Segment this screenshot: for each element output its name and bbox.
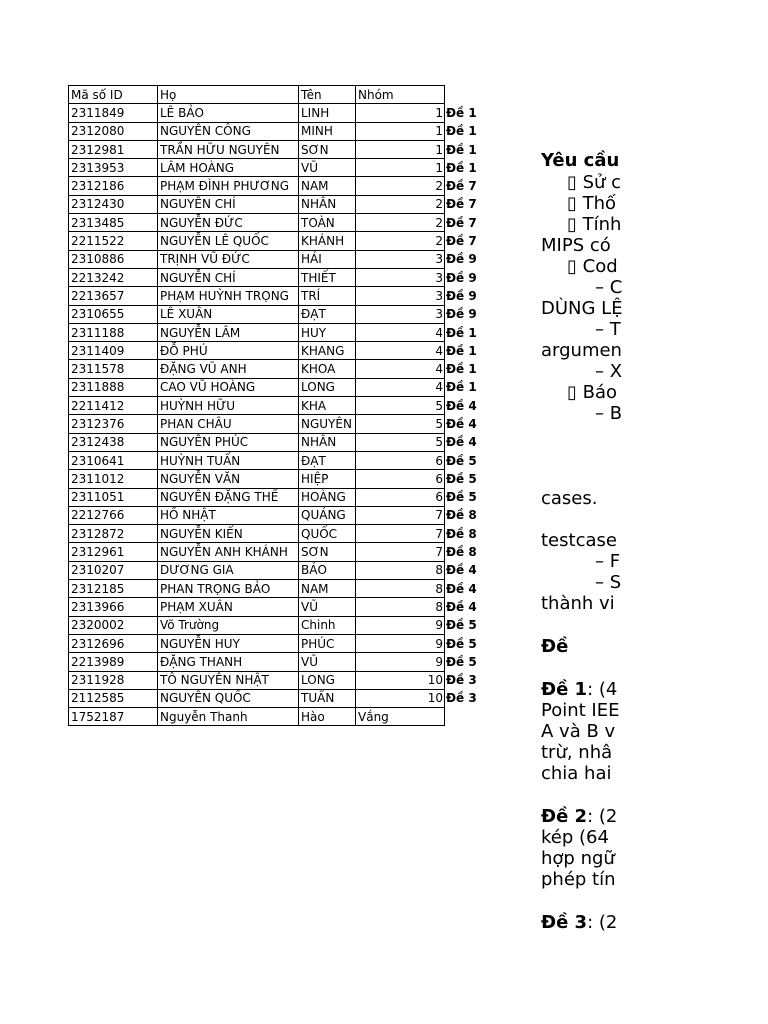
table-row (69, 689, 480, 707)
topic-cell: Đề 5 (446, 453, 477, 468)
first-name-cell: KHA (299, 397, 356, 415)
table-row (69, 397, 480, 415)
doc-line: – S (595, 572, 622, 593)
last-name-cell: HUỲNH TUẤN (158, 451, 299, 469)
student-id-cell: 1752187 (69, 708, 158, 726)
group-cell: 9 (356, 634, 445, 652)
table-row (69, 287, 480, 305)
first-name-cell: HIỆP (299, 470, 356, 488)
column-header: Tên (299, 86, 356, 104)
column-header: Mã số ID (69, 86, 158, 104)
topic-cell: Đề 9 (446, 307, 477, 322)
group-cell: Vắng (356, 708, 445, 726)
first-name-cell: MINH (299, 122, 356, 140)
last-name-cell: LÂM HOÀNG (158, 159, 299, 177)
requirements-text-column (541, 150, 627, 950)
student-id-cell: 2311888 (69, 378, 158, 396)
group-cell: 7 (356, 525, 445, 543)
group-cell: 3 (356, 305, 445, 323)
topic-cell: Đề 9 (446, 252, 477, 267)
table-row (69, 305, 480, 323)
table-row (69, 195, 480, 213)
last-name-cell: TÔ NGUYỄN NHẬT (158, 671, 299, 689)
student-id-cell: 2311578 (69, 360, 158, 378)
table-row (69, 506, 480, 524)
first-name-cell: BẢO (299, 561, 356, 579)
group-cell: 2 (356, 232, 445, 250)
topic-cell: Đề 1 (446, 343, 477, 358)
topic-text: : (2 (587, 806, 618, 827)
group-cell: 1 (356, 140, 445, 158)
first-name-cell: KHOA (299, 360, 356, 378)
doc-line: A và B v (541, 721, 616, 742)
group-cell: 4 (356, 342, 445, 360)
table-row (69, 543, 480, 561)
last-name-cell: NGUYỄN CÔNG (158, 122, 299, 140)
student-id-cell: 2312185 (69, 580, 158, 598)
group-cell: 8 (356, 561, 445, 579)
last-name-cell: NGUYỄN QUỐC (158, 689, 299, 707)
table-row (69, 653, 480, 671)
doc-line: ▯ Tính (567, 214, 622, 235)
last-name-cell: NGUYỄN CHÍ (158, 268, 299, 286)
last-name-cell: TRẦN HỮU NGUYÊN (158, 140, 299, 158)
group-cell: 1 (356, 104, 445, 122)
group-cell: 3 (356, 287, 445, 305)
table-row (69, 598, 480, 616)
doc-line: – B (595, 403, 623, 424)
column-header: Họ (158, 86, 299, 104)
topic-cell: Đề 7 (446, 234, 477, 249)
table-row (69, 140, 480, 158)
student-id-cell: 2311188 (69, 323, 158, 341)
last-name-cell: PHẠM ĐÌNH PHƯƠNG (158, 177, 299, 195)
last-name-cell: ĐẶNG VŨ ANH (158, 360, 299, 378)
first-name-cell: SƠN (299, 140, 356, 158)
student-id-cell: 2312696 (69, 634, 158, 652)
student-id-cell: 2311012 (69, 470, 158, 488)
doc-line: chia hai (541, 763, 612, 784)
topic-text: : (4 (587, 679, 618, 700)
group-cell: 1 (356, 122, 445, 140)
doc-line: DÙNG LỆ (541, 298, 623, 319)
table-row (69, 671, 480, 689)
group-cell: 8 (356, 580, 445, 598)
group-cell: 4 (356, 378, 445, 396)
student-id-cell: 2312872 (69, 525, 158, 543)
doc-line: ▯ Thố (567, 193, 617, 214)
topic-cell: Đề 1 (446, 105, 477, 120)
first-name-cell: HOÀNG (299, 488, 356, 506)
first-name-cell: TRÍ (299, 287, 356, 305)
topic-cell: Đề 5 (446, 471, 477, 486)
topic-cell: Đề 8 (446, 526, 477, 541)
group-cell: 7 (356, 506, 445, 524)
table-row (69, 378, 480, 396)
doc-line: testcase (541, 530, 617, 551)
table-row (69, 580, 480, 598)
student-id-cell: 2320002 (69, 616, 158, 634)
last-name-cell: HUỲNH HỮU (158, 397, 299, 415)
doc-line: kép (64 (541, 827, 609, 848)
student-id-cell: 2112585 (69, 689, 158, 707)
last-name-cell: Võ Trường (158, 616, 299, 634)
group-cell: 4 (356, 323, 445, 341)
topic-cell: Đề 1 (446, 160, 477, 175)
topic-cell: Đề 1 (446, 124, 477, 139)
doc-line: ▯ Cod (567, 256, 618, 277)
last-name-cell: NGUYỄN VĂN (158, 470, 299, 488)
table-row (69, 232, 480, 250)
last-name-cell: NGUYỄN LÂM (158, 323, 299, 341)
student-id-cell: 2312961 (69, 543, 158, 561)
topic-heading: Đề 1 (541, 679, 588, 700)
first-name-cell: ĐẠT (299, 451, 356, 469)
doc-line: – F (595, 551, 621, 572)
group-cell: 10 (356, 671, 445, 689)
student-id-cell: 2310886 (69, 250, 158, 268)
first-name-cell: KHANG (299, 342, 356, 360)
student-id-cell: 2213657 (69, 287, 158, 305)
last-name-cell: TRỊNH VŨ ĐỨC (158, 250, 299, 268)
first-name-cell: Hào (299, 708, 356, 726)
last-name-cell: LÊ BẢO (158, 104, 299, 122)
last-name-cell: HỒ NHẬT (158, 506, 299, 524)
group-cell: 5 (356, 415, 445, 433)
topic-cell: Đề 3 (446, 691, 477, 706)
student-id-cell: 2310641 (69, 451, 158, 469)
last-name-cell: NGUYỄN PHÚC (158, 433, 299, 451)
first-name-cell: QUẢNG (299, 506, 356, 524)
group-cell: 5 (356, 433, 445, 451)
table-row (69, 122, 480, 140)
first-name-cell: PHÚC (299, 634, 356, 652)
doc-line: thành vi (541, 593, 615, 614)
topic-cell: Đề 5 (446, 490, 477, 505)
table-row (69, 433, 480, 451)
first-name-cell: NAM (299, 177, 356, 195)
topic-cell: Đề 4 (446, 435, 477, 450)
table-row (69, 616, 480, 634)
first-name-cell: SƠN (299, 543, 356, 561)
last-name-cell: NGUYỄN HUY (158, 634, 299, 652)
table-row (69, 415, 480, 433)
doc-line: trừ, nhâ (541, 742, 613, 763)
table-row (69, 708, 480, 726)
first-name-cell: Chinh (299, 616, 356, 634)
doc-line: – C (595, 277, 623, 298)
doc-line: cases. (541, 488, 598, 509)
first-name-cell: NAM (299, 580, 356, 598)
table-row (69, 177, 480, 195)
first-name-cell: TOÀN (299, 214, 356, 232)
student-id-cell: 2213989 (69, 653, 158, 671)
group-cell: 2 (356, 177, 445, 195)
first-name-cell: VŨ (299, 653, 356, 671)
student-id-cell: 2312981 (69, 140, 158, 158)
student-id-cell: 2311051 (69, 488, 158, 506)
student-id-cell: 2313485 (69, 214, 158, 232)
student-id-cell: 2211412 (69, 397, 158, 415)
topic-cell: Đề 1 (446, 142, 477, 157)
last-name-cell: NGUYỄN ĐẶNG THẾ (158, 488, 299, 506)
table-row (69, 104, 480, 122)
doc-line: Point IEE (541, 700, 620, 721)
doc-line (541, 912, 617, 933)
empty-cell (445, 86, 480, 104)
topic-text: : (2 (587, 912, 618, 933)
table-row (69, 525, 480, 543)
student-id-cell: 2313966 (69, 598, 158, 616)
first-name-cell: HUY (299, 323, 356, 341)
last-name-cell: DƯƠNG GIA (158, 561, 299, 579)
doc-line: – X (595, 361, 623, 382)
topic-cell: Đề 4 (446, 581, 477, 596)
student-id-cell: 2312186 (69, 177, 158, 195)
topic-cell: Đề 1 (446, 325, 477, 340)
table-row (69, 360, 480, 378)
doc-line: Yêu cầu (541, 150, 620, 171)
table-row (69, 159, 480, 177)
last-name-cell: PHẠM HUỲNH TRỌNG (158, 287, 299, 305)
first-name-cell: LONG (299, 378, 356, 396)
group-cell: 8 (356, 598, 445, 616)
last-name-cell: ĐẶNG THANH (158, 653, 299, 671)
topic-cell: Đề 8 (446, 508, 477, 523)
group-cell: 7 (356, 543, 445, 561)
first-name-cell: HẢI (299, 250, 356, 268)
table-row (69, 342, 480, 360)
topic-heading: Đề 3 (541, 912, 588, 933)
topic-cell: Đề 3 (446, 673, 477, 688)
student-id-cell: 2311928 (69, 671, 158, 689)
topic-cell: Đề 1 (446, 380, 477, 395)
table-row (69, 323, 480, 341)
topic-cell: Đề 4 (446, 398, 477, 413)
table-row (69, 268, 480, 286)
last-name-cell: PHẠM XUÂN (158, 598, 299, 616)
group-cell: 1 (356, 159, 445, 177)
doc-line: MIPS có (541, 235, 611, 256)
group-cell: 2 (356, 214, 445, 232)
group-cell: 6 (356, 451, 445, 469)
group-cell: 5 (356, 397, 445, 415)
table-row (69, 561, 480, 579)
topic-cell: Đề 8 (446, 545, 477, 560)
first-name-cell: ĐẠT (299, 305, 356, 323)
first-name-cell: NHÂN (299, 195, 356, 213)
table-row (69, 634, 480, 652)
group-cell: 6 (356, 488, 445, 506)
table-row (69, 488, 480, 506)
topic-cell: Đề 5 (446, 636, 477, 651)
topic-cell: Đề 9 (446, 270, 477, 285)
doc-line (541, 679, 617, 700)
topic-cell: Đề 7 (446, 197, 477, 212)
topic-cell: Đề 1 (446, 362, 477, 377)
doc-line: ▯ Báo (567, 382, 618, 403)
first-name-cell: NGUYÊN (299, 415, 356, 433)
topic-cell: Đề 9 (446, 288, 477, 303)
last-name-cell: NGUYỄN LÊ QUỐC (158, 232, 299, 250)
topic-cell: Đề 7 (446, 179, 477, 194)
table-row (69, 470, 480, 488)
topic-cell: Đề 5 (446, 618, 477, 633)
last-name-cell: NGUYỄN KIẾN (158, 525, 299, 543)
last-name-cell: NGUYỄN ĐỨC (158, 214, 299, 232)
topic-cell (445, 708, 480, 726)
student-id-cell: 2313953 (69, 159, 158, 177)
table-row (69, 250, 480, 268)
student-id-cell: 2310655 (69, 305, 158, 323)
group-cell: 10 (356, 689, 445, 707)
group-cell: 4 (356, 360, 445, 378)
topic-cell: Đề 4 (446, 599, 477, 614)
first-name-cell: VŨ (299, 598, 356, 616)
first-name-cell: LINH (299, 104, 356, 122)
table-row (69, 214, 480, 232)
first-name-cell: LONG (299, 671, 356, 689)
doc-line (541, 806, 617, 827)
group-cell: 9 (356, 653, 445, 671)
student-id-cell: 2312438 (69, 433, 158, 451)
topic-cell: Đề 7 (446, 215, 477, 230)
first-name-cell: THIẾT (299, 268, 356, 286)
student-id-cell: 2212766 (69, 506, 158, 524)
doc-line: argumen (541, 340, 622, 361)
group-cell: 3 (356, 250, 445, 268)
doc-line: – T (595, 319, 621, 340)
first-name-cell: NHÂN (299, 433, 356, 451)
table-row (69, 451, 480, 469)
last-name-cell: PHAN TRỌNG BẢO (158, 580, 299, 598)
topic-cell: Đề 4 (446, 563, 477, 578)
doc-line: phép tín (541, 869, 616, 890)
last-name-cell: LÊ XUÂN (158, 305, 299, 323)
last-name-cell: Nguyễn Thanh (158, 708, 299, 726)
doc-line: hợp ngữ (541, 848, 615, 869)
topic-cell: Đề 5 (446, 654, 477, 669)
topic-heading: Đề 2 (541, 806, 588, 827)
last-name-cell: NGUYỄN ANH KHÁNH (158, 543, 299, 561)
student-id-cell: 2311409 (69, 342, 158, 360)
student-id-cell: 2311849 (69, 104, 158, 122)
doc-line: Đề (541, 636, 569, 657)
student-id-cell: 2211522 (69, 232, 158, 250)
student-id-cell: 2213242 (69, 268, 158, 286)
header-row (69, 86, 480, 104)
column-header: Nhóm (356, 86, 445, 104)
doc-line: ▯ Sử c (567, 172, 622, 193)
first-name-cell: TUẤN (299, 689, 356, 707)
group-cell: 6 (356, 470, 445, 488)
last-name-cell: PHAN CHÂU (158, 415, 299, 433)
student-group-table (68, 85, 480, 726)
last-name-cell: ĐỖ PHÚ (158, 342, 299, 360)
last-name-cell: CAO VŨ HOÀNG (158, 378, 299, 396)
group-cell: 9 (356, 616, 445, 634)
group-cell: 3 (356, 268, 445, 286)
first-name-cell: VŨ (299, 159, 356, 177)
first-name-cell: KHÁNH (299, 232, 356, 250)
student-id-cell: 2312376 (69, 415, 158, 433)
group-cell: 2 (356, 195, 445, 213)
student-id-cell: 2312080 (69, 122, 158, 140)
first-name-cell: QUỐC (299, 525, 356, 543)
student-id-cell: 2312430 (69, 195, 158, 213)
topic-cell: Đề 4 (446, 416, 477, 431)
student-id-cell: 2310207 (69, 561, 158, 579)
last-name-cell: NGUYỄN CHÍ (158, 195, 299, 213)
